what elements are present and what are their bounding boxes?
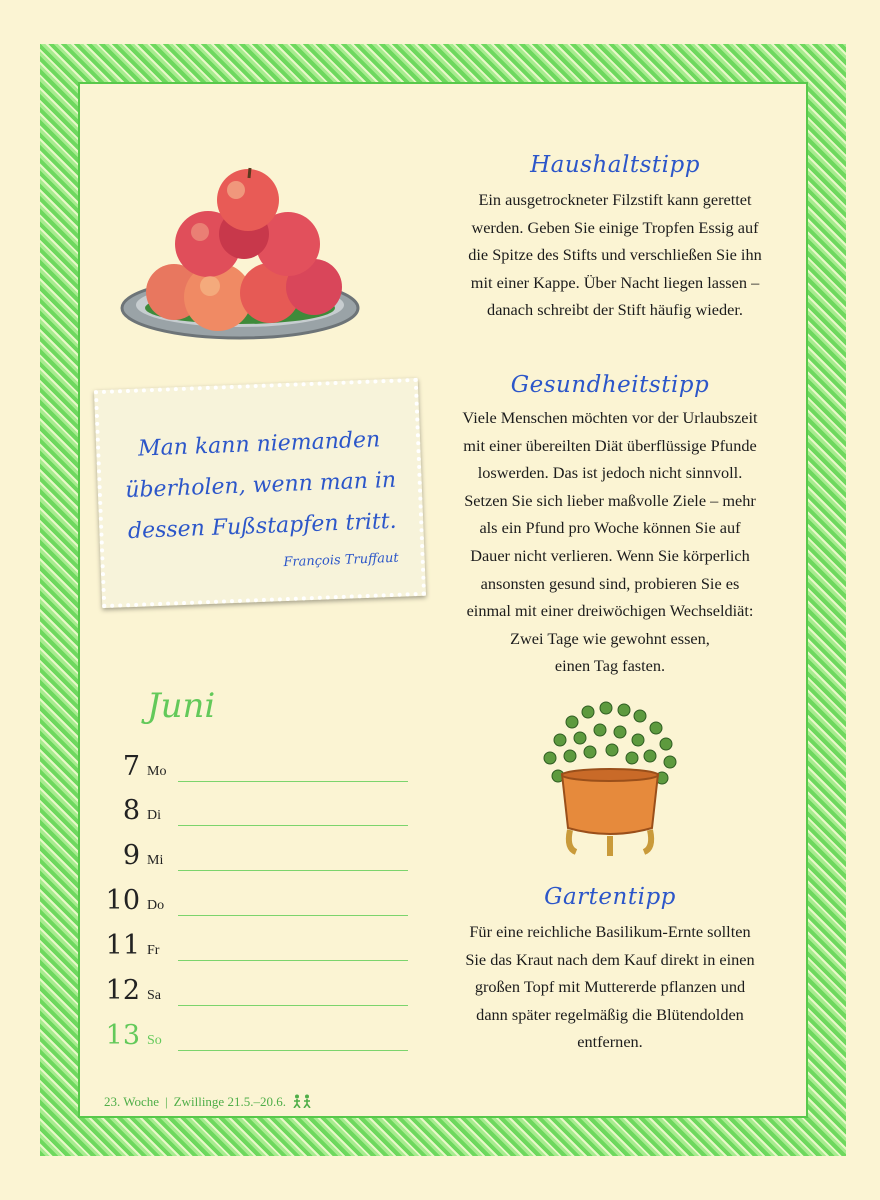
day-number: 8	[122, 795, 140, 826]
day-number: 7	[122, 751, 140, 782]
day-name: Do	[147, 898, 165, 913]
day-row-wednesday[interactable]	[100, 833, 410, 873]
day-name: Mi	[147, 853, 164, 868]
day-write-line	[178, 1005, 408, 1006]
garden-tip-text: Für eine reichliche Basilikum-Ernte sollten Sie das Kraut nach dem Kauf direkt in einen großen Topf mit Muttererde pflanzen und dann später regelmäßig die Blütendolden entfernen.	[465, 922, 755, 1052]
potted-plant-illustration	[540, 700, 680, 868]
day-number: 13	[105, 1020, 140, 1051]
day-row-sunday[interactable]	[100, 1013, 410, 1053]
garden-tip-title: Gartentipp	[544, 884, 676, 910]
week-footer	[104, 1094, 312, 1110]
apple-pyramid-illustration	[118, 160, 363, 350]
day-row-monday[interactable]	[100, 744, 410, 784]
day-write-line	[178, 825, 408, 826]
day-row-friday[interactable]	[100, 923, 410, 963]
day-name: Sa	[147, 988, 161, 1003]
day-name: So	[147, 1033, 162, 1048]
health-tip-text: Viele Menschen möchten vor der Urlaubszeit mit einer übereilten Diät überflüssige Pfunde loswerden. Das ist jedoch nicht sinnvoll. Setzen Sie sich lieber maßvolle Ziele – mehr als ein Pfund pro Woche können Sie auf Dauer nicht verlieren. Wenn Sie körperlich ansonsten gesund sind, probieren Sie es einmal mit einer dreiwöchigen Wechseldiät: Zwei Tage wie gewohnt essen, einen Tag fasten.	[462, 408, 758, 676]
day-number: 10	[105, 885, 140, 916]
household-tip-title: Haushaltstipp	[530, 152, 700, 178]
day-name: Mo	[147, 764, 167, 779]
day-number: 12	[105, 975, 140, 1006]
day-write-line	[178, 870, 408, 871]
quote-text: Man kann niemanden überholen, wenn man in dessen Fußstapfen tritt.	[124, 427, 398, 545]
day-row-tuesday[interactable]	[100, 788, 410, 828]
day-row-thursday[interactable]	[100, 878, 410, 918]
day-write-line	[178, 781, 408, 782]
month-title: Juni	[147, 686, 216, 726]
footer-separator: |	[165, 1094, 168, 1109]
day-name: Fr	[147, 943, 160, 958]
day-write-line	[178, 915, 408, 916]
week-label: 23. Woche	[104, 1094, 160, 1109]
quote-author: François Truffaut	[283, 550, 399, 571]
day-number: 11	[105, 930, 140, 961]
household-tip-text: Ein ausgetrockneter Filzstift kann gerettet werden. Geben Sie einige Tropfen Essig auf die Spitze des Stifts und verschließen Sie ihn mit einer Kappe. Über Nacht liegen lassen – danach schreibt der Stift häufig wieder.	[468, 190, 762, 320]
day-name: Di	[147, 808, 161, 823]
day-number: 9	[122, 840, 140, 871]
day-write-line	[178, 1050, 408, 1051]
day-row-saturday[interactable]	[100, 968, 410, 1008]
gemini-icon	[292, 1094, 312, 1108]
zodiac-label: Zwillinge 21.5.–20.6.	[173, 1094, 286, 1109]
quote-card	[94, 378, 426, 608]
day-write-line	[178, 960, 408, 961]
health-tip-title: Gesundheitstipp	[510, 372, 710, 398]
